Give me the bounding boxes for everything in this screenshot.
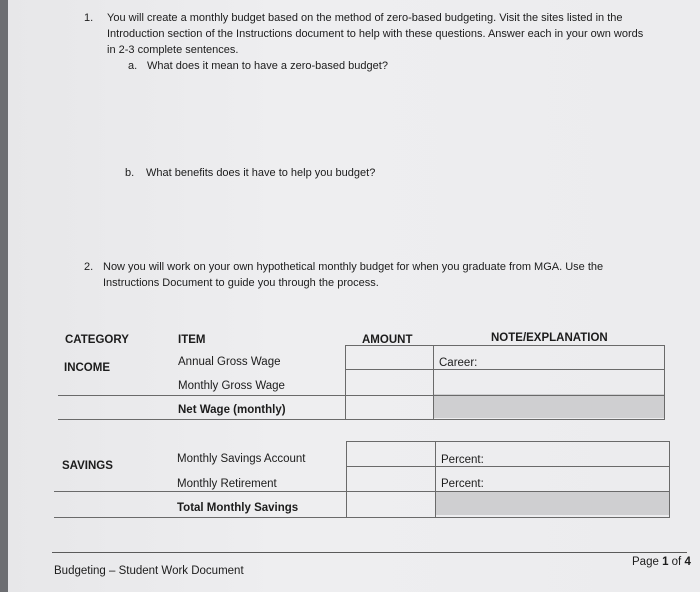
q2-number: 2. — [84, 261, 94, 273]
savings-item-monthly-savings-account: Monthly Savings Account — [177, 453, 306, 465]
savings-note-percent-1[interactable]: Percent: — [441, 454, 484, 466]
q1-text-line-3: in 2-3 complete sentences. — [107, 44, 239, 56]
header-amount: AMOUNT — [362, 334, 413, 346]
savings-note-percent-2[interactable]: Percent: — [441, 478, 484, 490]
q1b-label: b. — [125, 167, 135, 179]
category-income: INCOME — [64, 362, 110, 374]
page-edge-shadow — [0, 0, 8, 592]
income-amount-note-table — [345, 345, 665, 420]
income-item-annual-gross-wage: Annual Gross Wage — [178, 356, 281, 368]
header-note: NOTE/EXPLANATION — [491, 332, 608, 344]
income-item-monthly-gross-wage: Monthly Gross Wage — [178, 380, 285, 392]
q1-text-line-2: Introduction section of the Instructions document to help with these questions. Answer each in your own words — [107, 28, 644, 40]
q1a-label: a. — [128, 60, 138, 72]
savings-row-divider-2 — [54, 491, 670, 492]
page-prefix: Page — [632, 556, 663, 568]
page-total: 4 — [684, 556, 691, 568]
footer-divider — [52, 552, 687, 553]
header-category: CATEGORY — [65, 334, 129, 346]
q1-text-line-1: You will create a monthly budget based on the method of zero-based budgeting. Visit the sites listed in the — [107, 12, 623, 24]
savings-item-total: Total Monthly Savings — [177, 502, 299, 514]
income-row-divider-3 — [58, 419, 345, 420]
income-item-net-wage: Net Wage (monthly) — [178, 404, 286, 416]
category-savings: SAVINGS — [62, 460, 113, 472]
income-row-divider-2 — [58, 395, 665, 396]
savings-amount-note-table — [346, 441, 670, 518]
page-mid: of — [668, 556, 685, 568]
header-item: ITEM — [178, 334, 206, 346]
savings-column-divider — [435, 441, 436, 518]
q1b-question: What benefits does it have to help you budget? — [146, 167, 376, 179]
page-current: 1 — [662, 556, 669, 568]
savings-item-monthly-retirement: Monthly Retirement — [177, 478, 277, 490]
savings-row-divider-3 — [54, 517, 346, 518]
q1a-question: What does it mean to have a zero-based budget? — [147, 60, 388, 72]
q2-text-line-1: Now you will work on your own hypothetical monthly budget for when you graduate from MGA. Use the — [103, 261, 604, 273]
footer-document-title: Budgeting – Student Work Document — [54, 565, 244, 577]
savings-row-divider-1 — [346, 466, 670, 467]
income-row-divider-1 — [345, 369, 665, 370]
q1-number: 1. — [84, 12, 94, 24]
income-column-divider — [433, 345, 434, 420]
q2-text-line-2: Instructions Document to guide you through the process. — [103, 277, 379, 289]
income-note-career[interactable]: Career: — [439, 357, 478, 369]
footer-page-number — [632, 556, 691, 568]
